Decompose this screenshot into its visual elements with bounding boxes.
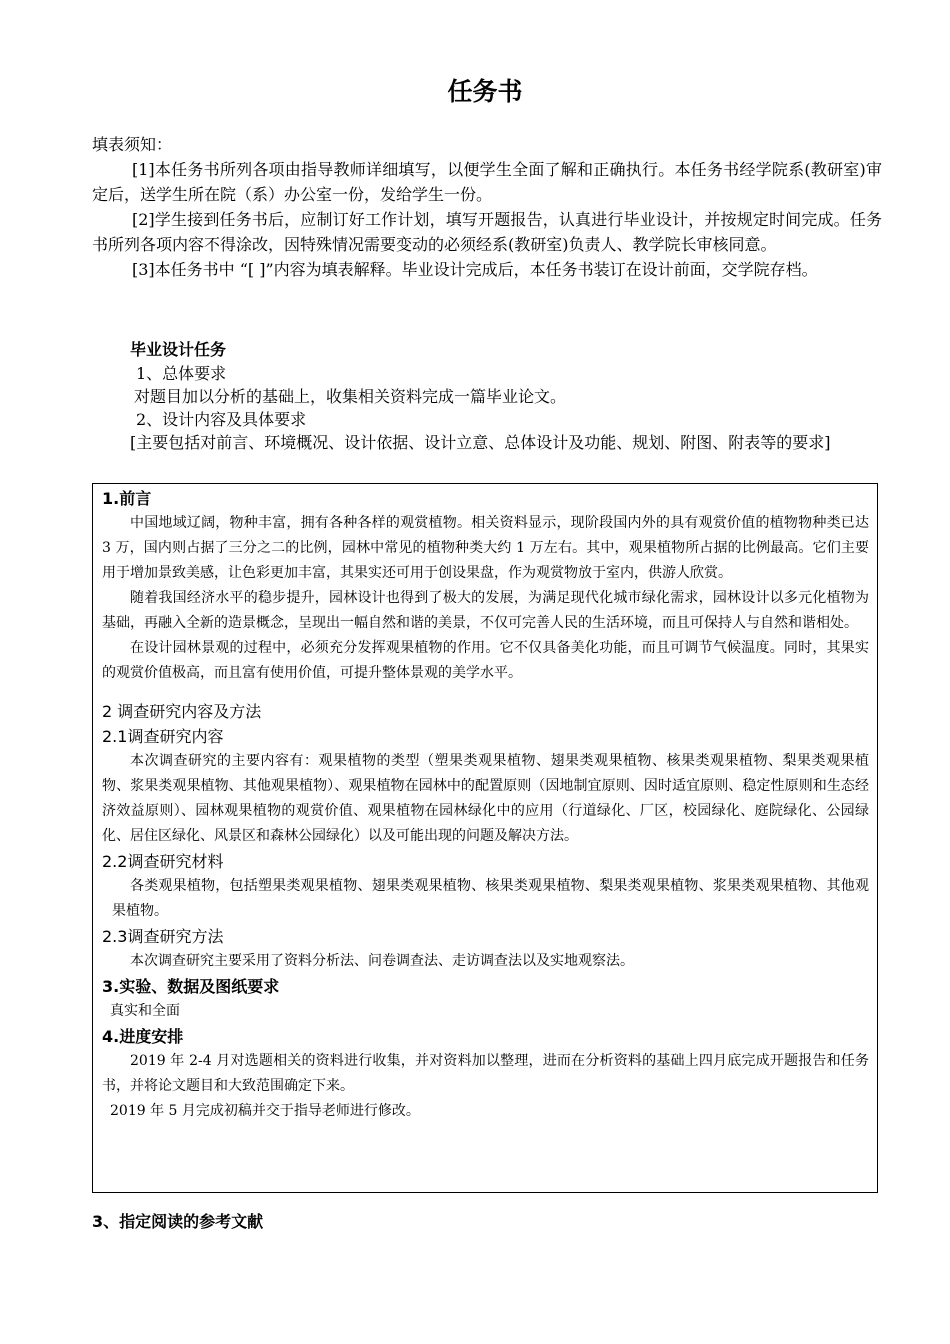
research-method-heading: 2.3调查研究方法 — [102, 927, 224, 946]
instructions-heading: 填表须知： — [92, 135, 173, 154]
instruction-item-1: [1]本任务书所列各项由指导教师详细填写，以便学生全面了解和正确执行。本任务书经学院系(教研室)审定后，送学生所在院（系）办公室一份，发给学生一份。 — [92, 160, 882, 204]
schedule-heading: 4.进度安排 — [102, 1027, 184, 1046]
research-material-heading: 2.2调查研究材料 — [102, 852, 224, 871]
preface-heading: 1.前言 — [102, 489, 152, 508]
research-heading: 2 调查研究内容及方法 — [102, 702, 262, 721]
design-content-note: [主要包括对前言、环境概况、设计依据、设计立意、总体设计及功能、规划、附图、附表等的要求] — [130, 433, 831, 452]
research-method-paragraph: 本次调查研究主要采用了资料分析法、问卷调查法、走访调查法以及实地观察法。 — [130, 953, 634, 969]
design-task-title: 毕业设计任务 — [130, 340, 227, 359]
preface-paragraph-2: 随着我国经济水平的稳步提升，园林设计也得到了极大的发展，为满足现代化城市绿化需求，园林设计以多元化植物为基础，再融入全新的造景概念，呈现出一幅自然和谐的美景，不仅可完善人民的生活环境，而且可保持人与自然和谐相处。 — [102, 590, 869, 631]
section-spacer — [102, 686, 869, 699]
instruction-item-3: [3]本任务书中 “[ ]”内容为填表解释。毕业设计完成后，本任务书装订在设计前面，交学院存档。 — [132, 260, 818, 279]
instruction-item-2: [2]学生接到任务书后，应制订好工作计划，填写开题报告，认真进行毕业设计，并按规定时间完成。任务书所列各项内容不得涂改，因特殊情况需要变动的必须经系(教研室)负责人、教学院长审核同意。 — [92, 210, 882, 254]
experiment-heading: 3.实验、数据及图纸要求 — [102, 977, 280, 996]
preface-paragraph-3: 在设计园林景观的过程中，必须充分发挥观果植物的作用。它不仅具备美化功能，而且可调节气候温度。同时，其果实的观赏价值极高，而且富有使用价值，可提升整体景观的美学水平。 — [102, 640, 869, 681]
schedule-paragraph-1: 2019 年 2-4 月对选题相关的资料进行收集，并对资料加以整理，进而在分析资料的基础上四月底完成开题报告和任务书，并将论文题目和大致范围确定下来。 — [102, 1053, 869, 1094]
schedule-paragraph-2: 2019 年 5 月完成初稿并交于指导老师进行修改。 — [110, 1103, 420, 1119]
research-content-paragraph: 本次调查研究的主要内容有：观果植物的类型（塑果类观果植物、翅果类观果植物、核果类观果植物、梨果类观果植物、浆果类观果植物、其他观果植物）、观果植物在园林中的配置原则（因地制宜原则、因时适宜原则、稳定性原则和生态经济效益原则）、园林观果植物的观赏价值、观果植物在园林绿化中的应用（行道绿化、厂区，校园绿化、庭院绿化、公园绿化、居住区绿化、风景区和森林公园绿化）以及可能出现的问题及解决方法。 — [102, 753, 869, 844]
general-requirement-label: 1、总体要求 — [136, 364, 227, 383]
design-content-box — [92, 483, 878, 1193]
page-title: 任务书 — [447, 77, 523, 106]
experiment-paragraph: 真实和全面 — [110, 1003, 180, 1019]
design-content-label: 2、设计内容及具体要求 — [136, 410, 307, 429]
research-content-heading: 2.1调查研究内容 — [102, 727, 224, 746]
preface-paragraph-1: 中国地域辽阔，物种丰富，拥有各种各样的观赏植物。相关资料显示，现阶段国内外的具有观赏价值的植物物种类已达 3 万，国内则占据了三分之二的比例，园林中常见的植物种类大约 1 万左右。其中，观果植物所占据的比例最高。它们主要用于增加景致美感，让色彩更加丰富，其果实还可用于创设果盘，作为观赏物放于室内，供游人欣赏。 — [102, 515, 869, 581]
design-task-section — [92, 338, 882, 454]
general-requirement-text: 对题目加以分析的基础上，收集相关资料完成一篇毕业论文。 — [134, 387, 567, 406]
research-material-paragraph: 各类观果植物，包括塑果类观果植物、翅果类观果植物、核果类观果植物、梨果类观果植物、浆果类观果植物、其他观果植物。 — [112, 878, 869, 919]
instructions-section — [92, 132, 882, 282]
references-heading: 3、指定阅读的参考文献 — [92, 1212, 264, 1231]
